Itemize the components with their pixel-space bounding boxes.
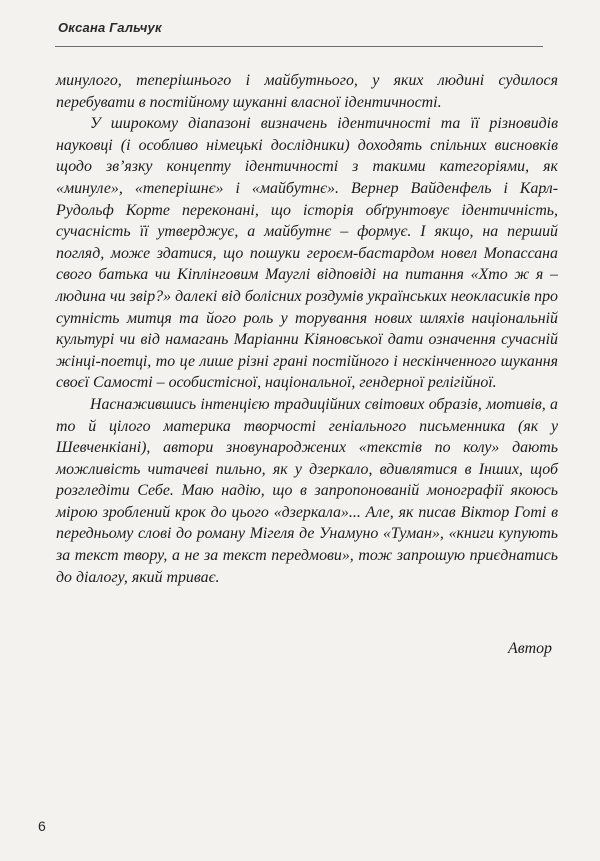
body-text — [56, 70, 558, 588]
page-number: 6 — [38, 818, 46, 834]
paragraph-2: У широкому діапазоні визначень ідентичності та її різновидів науковці (і особливо німецькі дослідники) доходять спільних висновків щодо зв’язку концепту ідентичності з такими категоріями, як «минуле», «теперішнє» і «майбутнє». Вернер Вайденфель і Карл-Рудольф Корте переконані, що історія обґрунтовує ідентичність, сучасність її утверджує, а майбутнє – формує. І якщо, на перший погляд, може здатися, що пошуки героєм-бастардом новел Мопассана свого батька чи Кіплінговим Мауглі відповіді на питання «Хто ж я – людина чи звір?» далекі від болісних роздумів українських неокласиків про сутність митця та його роль у торування нових шляхів національній культурі чи від намагань Маріанни Кіяновської дати означення сучасній жінці-поетці, то це лише різні грані постійного і нескінченного шукання своєї Самості – особистісної, національної, гендерної релігійної. — [56, 115, 558, 392]
running-head-author: Оксана Гальчук — [58, 20, 162, 35]
signature: Автор — [508, 640, 552, 657]
paragraph-3: Наснажившись інтенцією традиційних світових образів, мотивів, а то й цілого материка творчості геніального письменника (як у Шевченкіані), автори зновународжених «текстів по колу» дають можливість читачеві пильно, як у дзеркало, вдивлятися в Інших, щоб розгледіти Себе. Маю надію, що в запропонованій монографії якоюсь мірою зроблений крок до цього «дзеркала»... Але, як писав Віктор Готі в передньому слові до роману Мігеля де Унамуно «Туман», «книги купують за текст твору, а не за текст передмови», тож запрошую приєднатись до діалогу, який триває. — [56, 395, 558, 586]
paragraph-1: минулого, теперішнього і майбутнього, у яких людині судилося перебувати в постійному шуканні власної ідентичності. — [56, 72, 558, 111]
header-divider — [55, 46, 543, 47]
